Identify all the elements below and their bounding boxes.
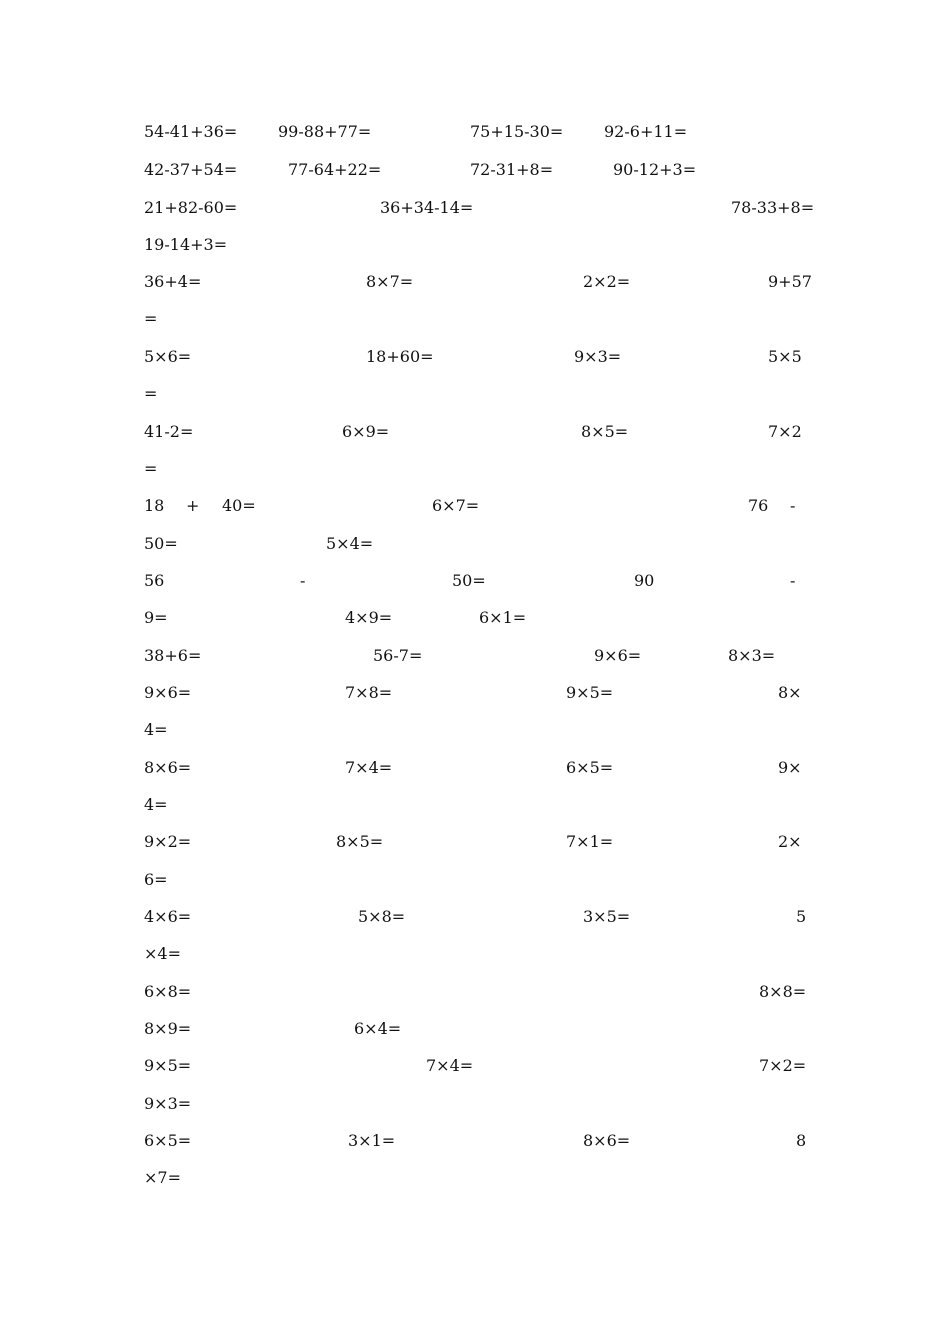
problem-line [0,868,950,892]
problem-line [0,307,950,331]
problem-text: 7×4= [345,758,393,777]
problem-text: 92-6+11= [604,122,688,141]
problem-text: 90-12+3= [613,160,697,179]
problem-text: 7×2= [759,1056,807,1075]
problem-line [0,644,950,668]
problem-line [0,196,950,220]
problem-text: 6×5= [144,1131,192,1150]
problem-text: 75+15-30= [470,122,564,141]
problem-text: 6= [144,870,168,889]
problem-text: 50= [144,534,178,553]
problem-line [0,681,950,705]
problem-text: 76 [748,496,769,515]
problem-text: 5×8= [358,907,406,926]
problem-text: 9× [778,758,802,777]
problem-text: 9×2= [144,832,192,851]
problem-line [0,569,950,593]
problem-text: 9×3= [144,1094,192,1113]
problem-text: 18 [144,496,165,515]
problem-text: 9×6= [144,683,192,702]
problem-text: 3×5= [583,907,631,926]
problem-text: 8×9= [144,1019,192,1038]
problem-text: 8×6= [583,1131,631,1150]
problem-line [0,830,950,854]
problem-text: 90 [634,571,655,590]
problem-text: 7×4= [426,1056,474,1075]
problem-text: 36+4= [144,272,202,291]
problem-text: 6×9= [342,422,390,441]
problem-text: 99-88+77= [278,122,372,141]
problem-text: 8×7= [366,272,414,291]
problem-line [0,532,950,556]
problem-text: - [790,496,796,515]
problem-line [0,1054,950,1078]
problem-text: 8× [778,683,802,702]
problem-line [0,233,950,257]
problem-text: 56-7= [373,646,423,665]
problem-text: 42-37+54= [144,160,238,179]
problem-text: 9×5= [566,683,614,702]
problem-text: 9+57 [768,272,812,291]
problem-line [0,1129,950,1153]
problem-text: 36+34-14= [380,198,474,217]
problem-line [0,905,950,929]
problem-text: 6×1= [479,608,527,627]
problem-text: 2× [778,832,802,851]
problem-text: 6×5= [566,758,614,777]
problem-text: 41-2= [144,422,194,441]
problem-text: = [144,384,158,403]
problem-text: 77-64+22= [288,160,382,179]
problem-line [0,942,950,966]
problem-text: 8×6= [144,758,192,777]
problem-text: 5 [796,907,807,926]
problem-text: 8 [796,1131,807,1150]
problem-line [0,158,950,182]
problem-line [0,270,950,294]
problem-text: 8×8= [759,982,807,1001]
problem-text: + [186,496,200,515]
problem-line [0,1017,950,1041]
problem-text: 9×5= [144,1056,192,1075]
problem-line [0,606,950,630]
problem-text: 40= [222,496,256,515]
problem-text: 4×9= [345,608,393,627]
problem-text: - [790,571,796,590]
problem-text: 56 [144,571,165,590]
problem-line [0,457,950,481]
problem-line [0,756,950,780]
problem-text: 8×5= [581,422,629,441]
problem-text: 6×4= [354,1019,402,1038]
problem-text: 6×8= [144,982,192,1001]
problem-text: 3×1= [348,1131,396,1150]
problem-text: 9×6= [594,646,642,665]
problem-line [0,793,950,817]
problem-text: - [300,571,306,590]
problem-line [0,494,950,518]
problem-text: 50= [452,571,486,590]
problem-line [0,420,950,444]
problem-line [0,382,950,406]
problem-text: 21+82-60= [144,198,238,217]
problem-text: 18+60= [366,347,434,366]
problem-text: = [144,459,158,478]
problem-text: 9×3= [574,347,622,366]
problem-text: 5×6= [144,347,192,366]
problem-text: 6×7= [432,496,480,515]
problem-text: ×7= [144,1168,181,1187]
problem-text: 2×2= [583,272,631,291]
problem-text: 9= [144,608,168,627]
problem-text: 8×5= [336,832,384,851]
problem-text: 4= [144,795,168,814]
problem-text: 38+6= [144,646,202,665]
problem-text: 7×1= [566,832,614,851]
problem-text: = [144,309,158,328]
problem-line [0,980,950,1004]
problem-text: 5×5 [768,347,802,366]
problem-text: 54-41+36= [144,122,238,141]
problem-text: 7×8= [345,683,393,702]
problem-text: ×4= [144,944,181,963]
problem-line [0,1092,950,1116]
problem-line [0,718,950,742]
problem-text: 8×3= [728,646,776,665]
problem-text: 72-31+8= [470,160,554,179]
problem-text: 7×2 [768,422,802,441]
problem-text: 4= [144,720,168,739]
problem-text: 19-14+3= [144,235,228,254]
problem-line [0,1166,950,1190]
problem-text: 4×6= [144,907,192,926]
problem-line [0,120,950,144]
problem-line [0,345,950,369]
problem-text: 5×4= [326,534,374,553]
problem-text: 78-33+8= [731,198,815,217]
